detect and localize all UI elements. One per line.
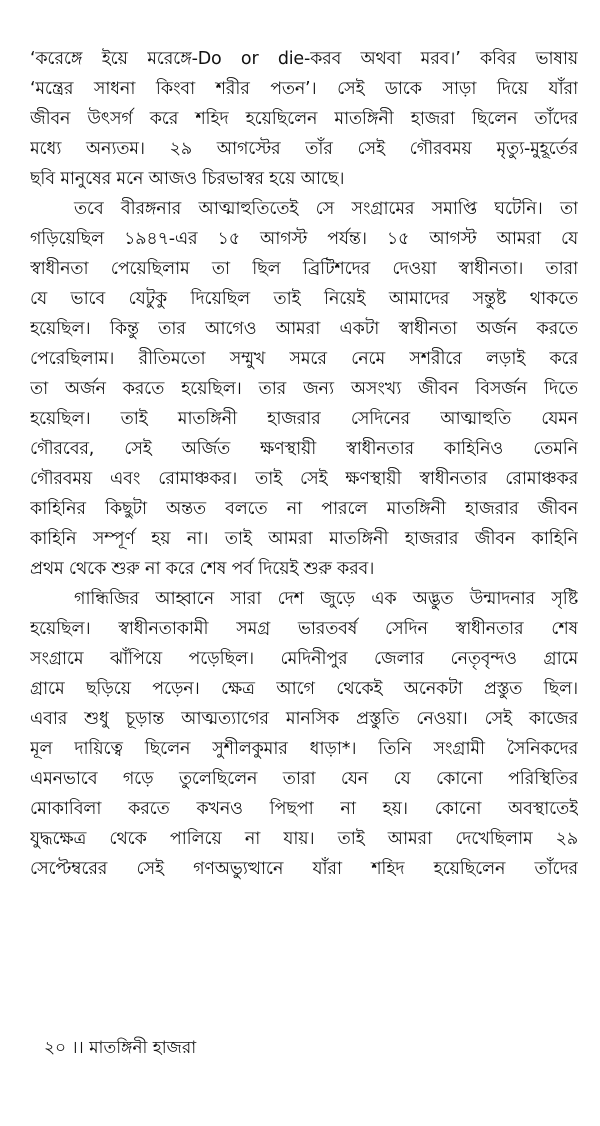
- text-line: কাহিনির কিছুটা অন্তত বলতে না পারলে মাতঙ্গিনী হাজরার জীবন: [30, 499, 578, 519]
- page-footer: [44, 1036, 196, 1060]
- paragraph-first-line: গান্ধিজির আহ্বানে সারা দেশ জুড়ে এক অদ্ভুত উন্মাদনার সৃষ্টি: [74, 589, 578, 609]
- text-line: হয়েছিল। কিন্তু তার আগেও আমরা একটা স্বাধীনতা অর্জন করতে: [30, 319, 578, 339]
- text-line: তা অর্জন করতে হয়েছিল। তার জন্য অসংখ্য জীবন বিসর্জন দিতে: [30, 379, 578, 399]
- text-line: এবার শুধু চূড়ান্ত আত্মত্যাগের মানসিক প্রস্তুতি নেওয়া। সেই কাজের: [30, 709, 578, 729]
- text-line: হয়েছিল। তাই মাতঙ্গিনী হাজরার সেদিনের আত্মাহুতি যেমন: [30, 409, 578, 429]
- text-line: জীবন উৎসর্গ করে শহিদ হয়েছিলেন মাতঙ্গিনী হাজরা ছিলেন তাঁদের: [30, 109, 578, 129]
- text-line: যে ভাবে যেটুকু দিয়েছিল তাই নিয়েই আমাদের সন্তুষ্ট থাকতে: [30, 289, 578, 309]
- text-line: গড়িয়েছিল ১৯৪৭-এর ১৫ আগস্ট পর্যন্ত। ১৫ আগস্ট আমরা যে: [30, 229, 578, 249]
- footer-separator: ।।: [71, 1038, 84, 1058]
- text-line: মধ্যে অন্যতম। ২৯ আগস্টের তাঁর সেই গৌরবময় মৃত্যু-মুহূর্তের: [30, 139, 578, 159]
- text-line: প্রথম থেকে শুরু না করে শেষ পর্ব দিয়েই শুরু করব।: [30, 559, 375, 579]
- text-line: সেপ্টেম্বরের সেই গণঅভ্যুত্থানে যাঁরা শহিদ হয়েছিলেন তাঁদের: [30, 859, 578, 879]
- paragraph-first-line: তবে বীরঙ্গনার আত্মাহুতিতেই সে সংগ্রামের সমাপ্তি ঘটেনি। তা: [74, 199, 578, 219]
- page-number: ২০: [44, 1038, 67, 1058]
- text-line: গৌরবের, সেই অর্জিত ক্ষণস্থায়ী স্বাধীনতার কাহিনিও তেমনি: [30, 439, 578, 459]
- running-title: মাতঙ্গিনী হাজরা: [89, 1038, 197, 1058]
- text-line: স্বাধীনতা পেয়েছিলাম তা ছিল ব্রিটিশদের দেওয়া স্বাধীনতা। তারা: [30, 259, 578, 279]
- text-line: ‘মন্ত্রের সাধনা কিংবা শরীর পতন’। সেই ডাকে সাড়া দিয়ে যাঁরা: [30, 79, 578, 99]
- text-line: যুদ্ধক্ষেত্র থেকে পালিয়ে না যায়। তাই আমরা দেখেছিলাম ২৯: [30, 829, 578, 849]
- text-line: গ্রামে ছড়িয়ে পড়েন। ক্ষেত্র আগে থেকেই অনেকটা প্রস্তুত ছিল।: [30, 679, 578, 699]
- text-line: গৌরবময় এবং রোমাঞ্চকর। তাই সেই ক্ষণস্থায়ী স্বাধীনতার রোমাঞ্চকর: [30, 469, 578, 489]
- text-line: সংগ্রামে ঝাঁপিয়ে পড়েছিল। মেদিনীপুর জেলার নেতৃবৃন্দও গ্রামে: [30, 649, 578, 669]
- text-line: মোকাবিলা করতে কখনও পিছপা না হয়। কোনো অবস্থাতেই: [30, 799, 578, 819]
- text-line: এমনভাবে গড়ে তুলেছিলেন তারা যেন যে কোনো পরিস্থিতির: [30, 769, 578, 789]
- text-line: হয়েছিল। স্বাধীনতাকামী সমগ্র ভারতবর্ষ সেদিন স্বাধীনতার শেষ: [30, 619, 578, 639]
- text-line: ছবি মানুষের মনে আজও চিরভাস্বর হয়ে আছে।: [30, 169, 345, 189]
- text-line: মূল দায়িত্বে ছিলেন সুশীলকুমার ধাড়া*। তিনি সংগ্রামী সৈনিকদের: [30, 739, 578, 759]
- text-line: কাহিনি সম্পূর্ণ হয় না। তাই আমরা মাতঙ্গিনী হাজরার জীবন কাহিনি: [30, 529, 578, 549]
- text-line: পেরেছিলাম। রীতিমতো সম্মুখ সমরে নেমে সশরীরে লড়াই করে: [30, 349, 578, 369]
- body-text: [30, 44, 578, 884]
- text-line: ‘করেঙ্গে ইয়ে মরেঙ্গে-Do or die-করব অথবা মরব।’ কবির ভাষায়: [30, 49, 578, 69]
